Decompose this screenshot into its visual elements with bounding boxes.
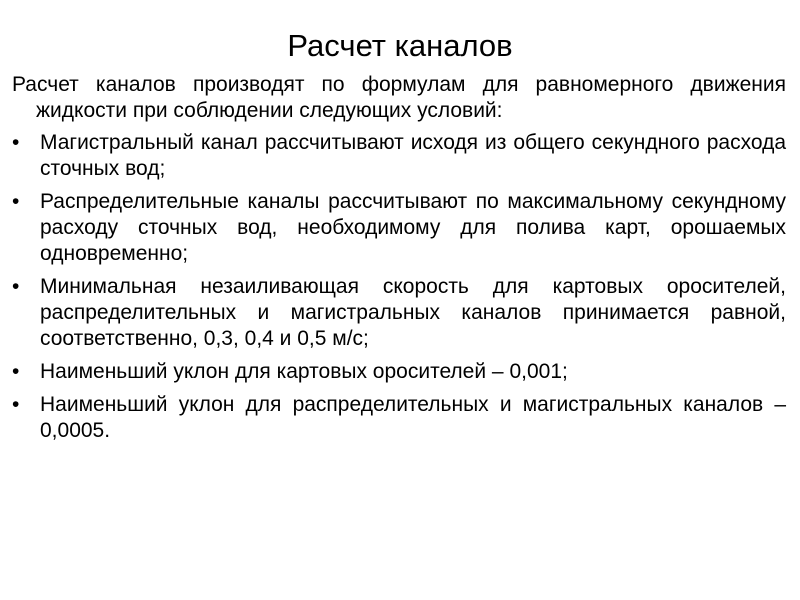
list-item bbox=[12, 130, 786, 182]
list-item bbox=[12, 392, 786, 444]
slide-title: Расчет каналов bbox=[287, 28, 513, 63]
bullet-icon: • bbox=[12, 190, 20, 213]
intro-paragraph: Расчет каналов производят по формулам для равномерного движения жидкости при соблюдении следующих условий: bbox=[12, 73, 786, 122]
bullet-icon: • bbox=[12, 393, 20, 416]
list-item-text: Наименьший уклон для картовых оросителей – 0,001; bbox=[40, 360, 568, 383]
bullet-icon: • bbox=[12, 360, 20, 383]
list-item-text: Наименьший уклон для распределительных и магистральных каналов – 0,0005. bbox=[40, 393, 786, 442]
list-item-text: Магистральный канал рассчитывают исходя из общего секундного расхода сточных вод; bbox=[40, 131, 786, 180]
list-item bbox=[12, 274, 786, 352]
list-item bbox=[12, 189, 786, 267]
bullet-icon: • bbox=[12, 131, 20, 154]
list-item-text: Минимальная незаиливающая скорость для картовых оросителей, распределительных и магистральных каналов принимается равной, соответственно, 0,3, 0,4 и 0,5 м/с; bbox=[40, 275, 786, 350]
list-item bbox=[12, 359, 786, 385]
bullet-icon: • bbox=[12, 275, 20, 298]
bullet-list bbox=[12, 130, 786, 444]
list-item-text: Распределительные каналы рассчитывают по максимальному секундному расходу сточных вод, необходимому для полива карт, орошаемых одновременно; bbox=[40, 190, 786, 265]
slide-content bbox=[12, 72, 786, 451]
